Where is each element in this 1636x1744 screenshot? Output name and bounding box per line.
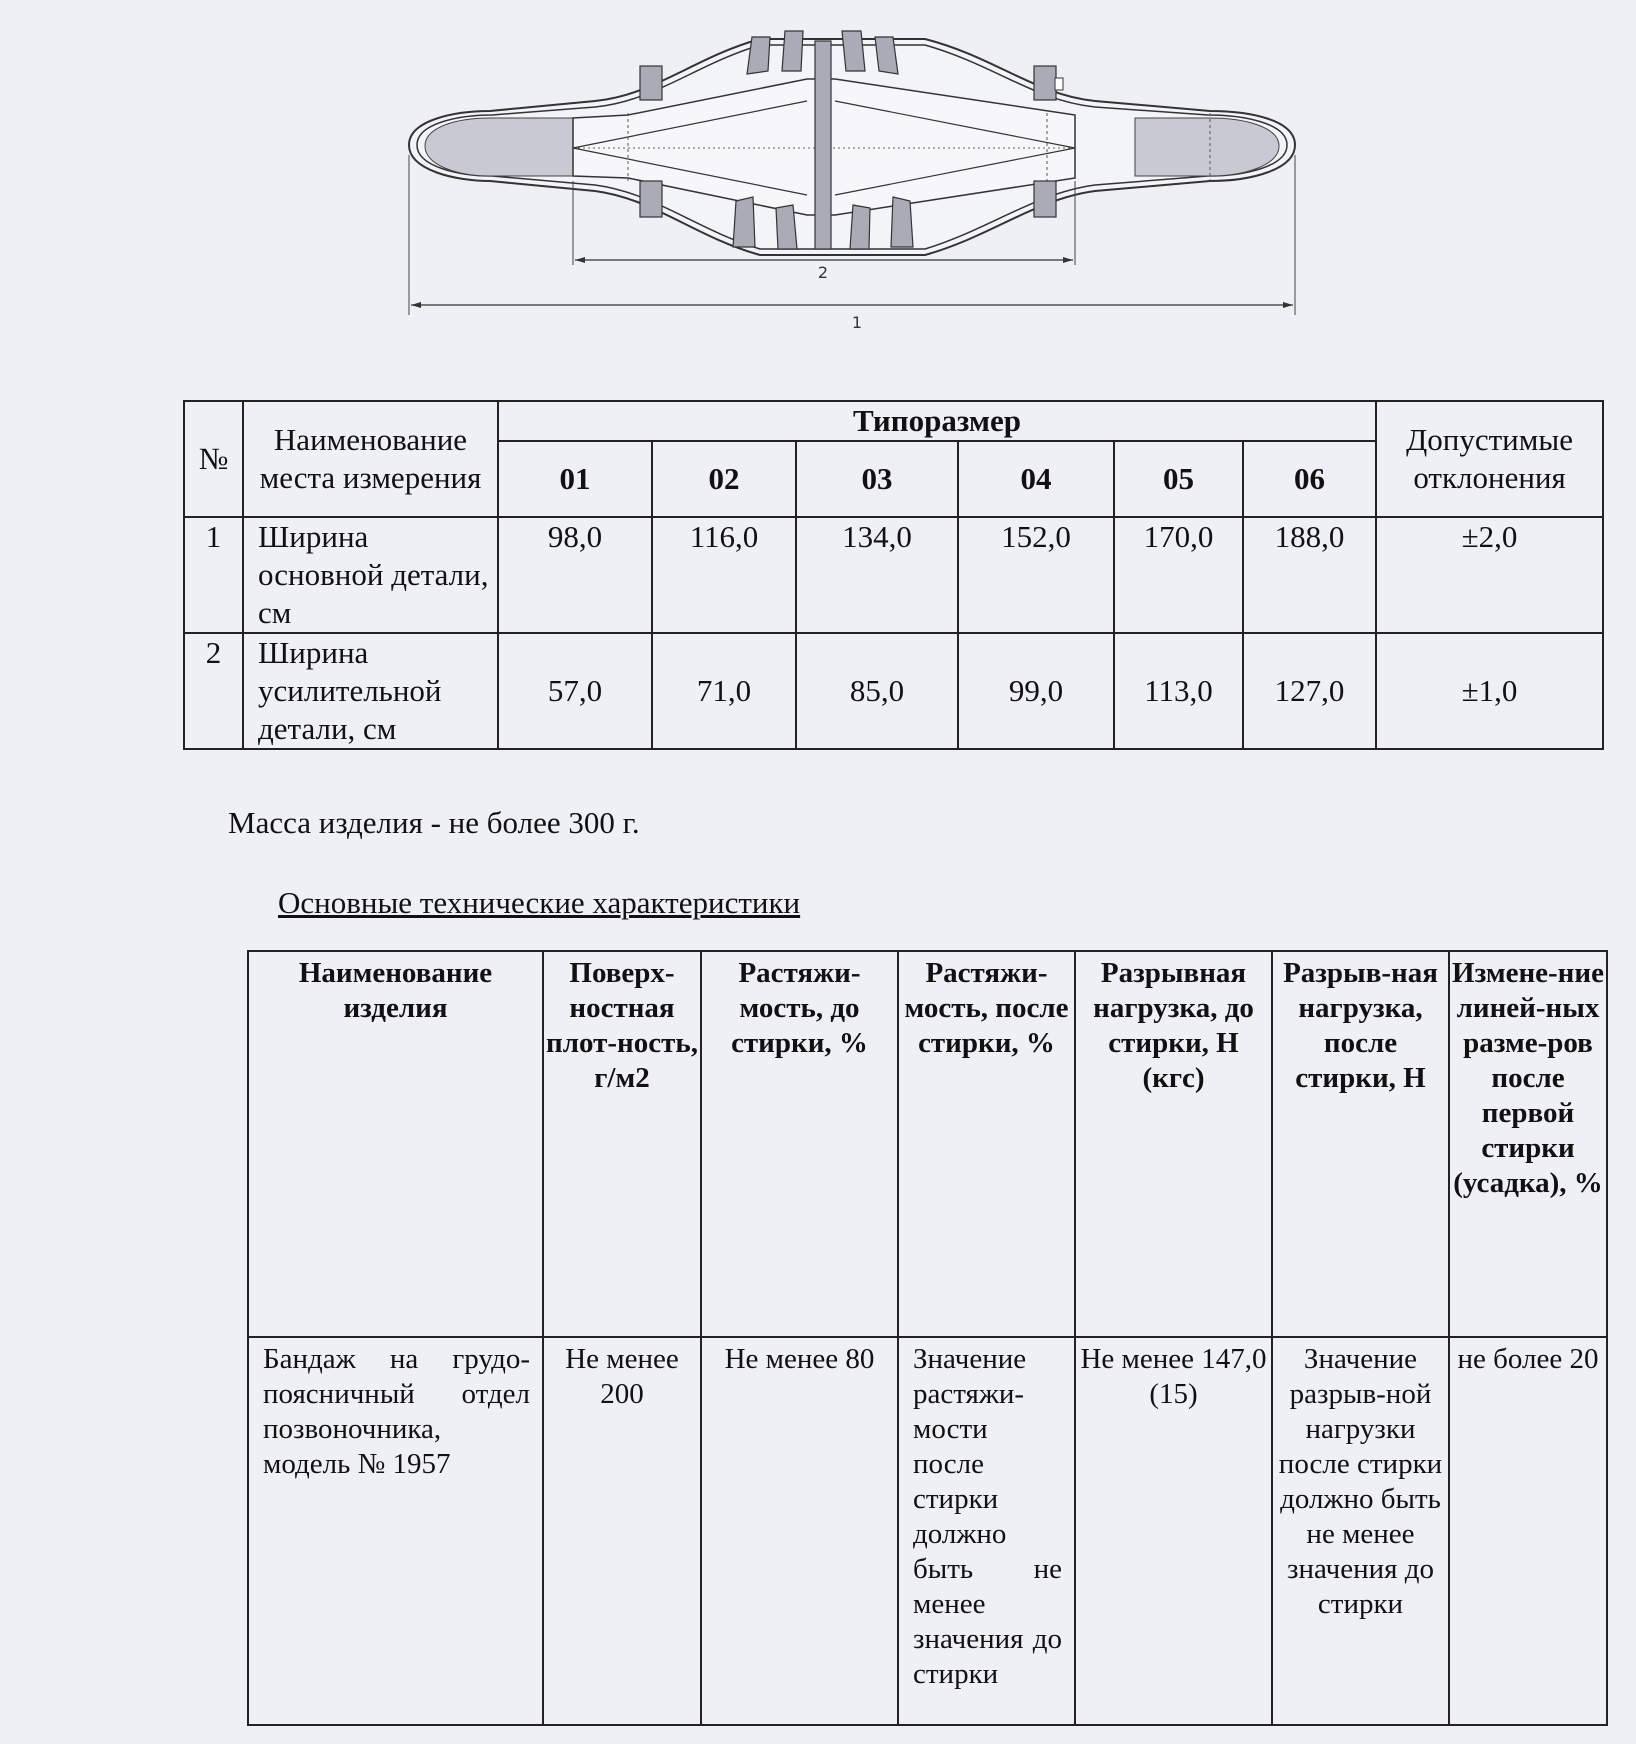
col-header-name: Наименование места измерения — [243, 401, 498, 517]
size-header: 02 — [652, 441, 796, 517]
row-value: 71,0 — [652, 633, 796, 749]
size-header: 06 — [1243, 441, 1376, 517]
row-value: 134,0 — [796, 517, 958, 633]
row-name: Ширина усилительной детали, см — [243, 633, 498, 749]
tech-header: Измене-ние линей-ных разме-ров после первой стирки (усадка), % — [1449, 951, 1607, 1337]
tech-table-caption: Основные технические характеристики — [278, 885, 801, 920]
tech-cell: Не менее 80 — [701, 1337, 898, 1725]
tech-header: Растяжи-мость, до стирки, % — [701, 951, 898, 1337]
row-name: Ширина основной детали, см — [243, 517, 498, 633]
col-header-deviation: Допустимые отклонения — [1376, 401, 1603, 517]
left-end-pad — [425, 118, 573, 176]
size-header: 01 — [498, 441, 652, 517]
row-value: 99,0 — [958, 633, 1114, 749]
sizes-table — [183, 400, 1604, 750]
tech-header: Растяжи-мость, после стирки, % — [898, 951, 1075, 1337]
dimension-label-2: 2 — [817, 263, 829, 282]
row-value: 170,0 — [1114, 517, 1243, 633]
row-value: 116,0 — [652, 517, 796, 633]
size-header: 05 — [1114, 441, 1243, 517]
row-value: 85,0 — [796, 633, 958, 749]
row-deviation: ±1,0 — [1376, 633, 1603, 749]
table-row — [184, 633, 1603, 749]
row-value: 152,0 — [958, 517, 1114, 633]
table-row — [184, 517, 1603, 633]
tech-cell: Значение растяжи-мости после стирки должно быть не менее значения до стирки — [898, 1337, 1075, 1725]
product-mass: Масса изделия - не более 300 г. — [228, 805, 640, 840]
tech-header: Поверх-ностная плот-ность, г/м2 — [543, 951, 701, 1337]
row-value: 188,0 — [1243, 517, 1376, 633]
tech-header: Наименование изделия — [248, 951, 543, 1337]
tech-cell: не более 20 — [1449, 1337, 1607, 1725]
tech-cell: Не менее 147,0 (15) — [1075, 1337, 1272, 1725]
tech-cell: Не менее 200 — [543, 1337, 701, 1725]
tech-cell: Значение разрыв-ной нагрузки после стирки должно быть не менее значения до стирки — [1272, 1337, 1449, 1725]
tech-header-row — [248, 951, 1607, 1337]
bandage-drawing — [395, 15, 1310, 345]
right-end-pad — [1135, 118, 1279, 176]
row-value: 98,0 — [498, 517, 652, 633]
row-value: 113,0 — [1114, 633, 1243, 749]
central-stay — [815, 41, 831, 249]
row-value: 57,0 — [498, 633, 652, 749]
row-num: 2 — [184, 633, 243, 749]
row-num: 1 — [184, 517, 243, 633]
tech-table — [247, 950, 1608, 1726]
size-header: 03 — [796, 441, 958, 517]
tech-header: Разрывная нагрузка, до стирки, Н (кгс) — [1075, 951, 1272, 1337]
table-row — [248, 1337, 1607, 1725]
col-header-size-group: Типоразмер — [498, 401, 1376, 441]
tech-header: Разрыв-ная нагрузка, после стирки, Н — [1272, 951, 1449, 1337]
row-deviation: ±2,0 — [1376, 517, 1603, 633]
col-header-num: № — [184, 401, 243, 517]
row-value: 127,0 — [1243, 633, 1376, 749]
size-header: 04 — [958, 441, 1114, 517]
dimension-label-1: 1 — [851, 313, 863, 332]
tech-cell-product: Бандаж на грудо-поясничный отдел позвоночника, модель № 1957 — [248, 1337, 543, 1725]
